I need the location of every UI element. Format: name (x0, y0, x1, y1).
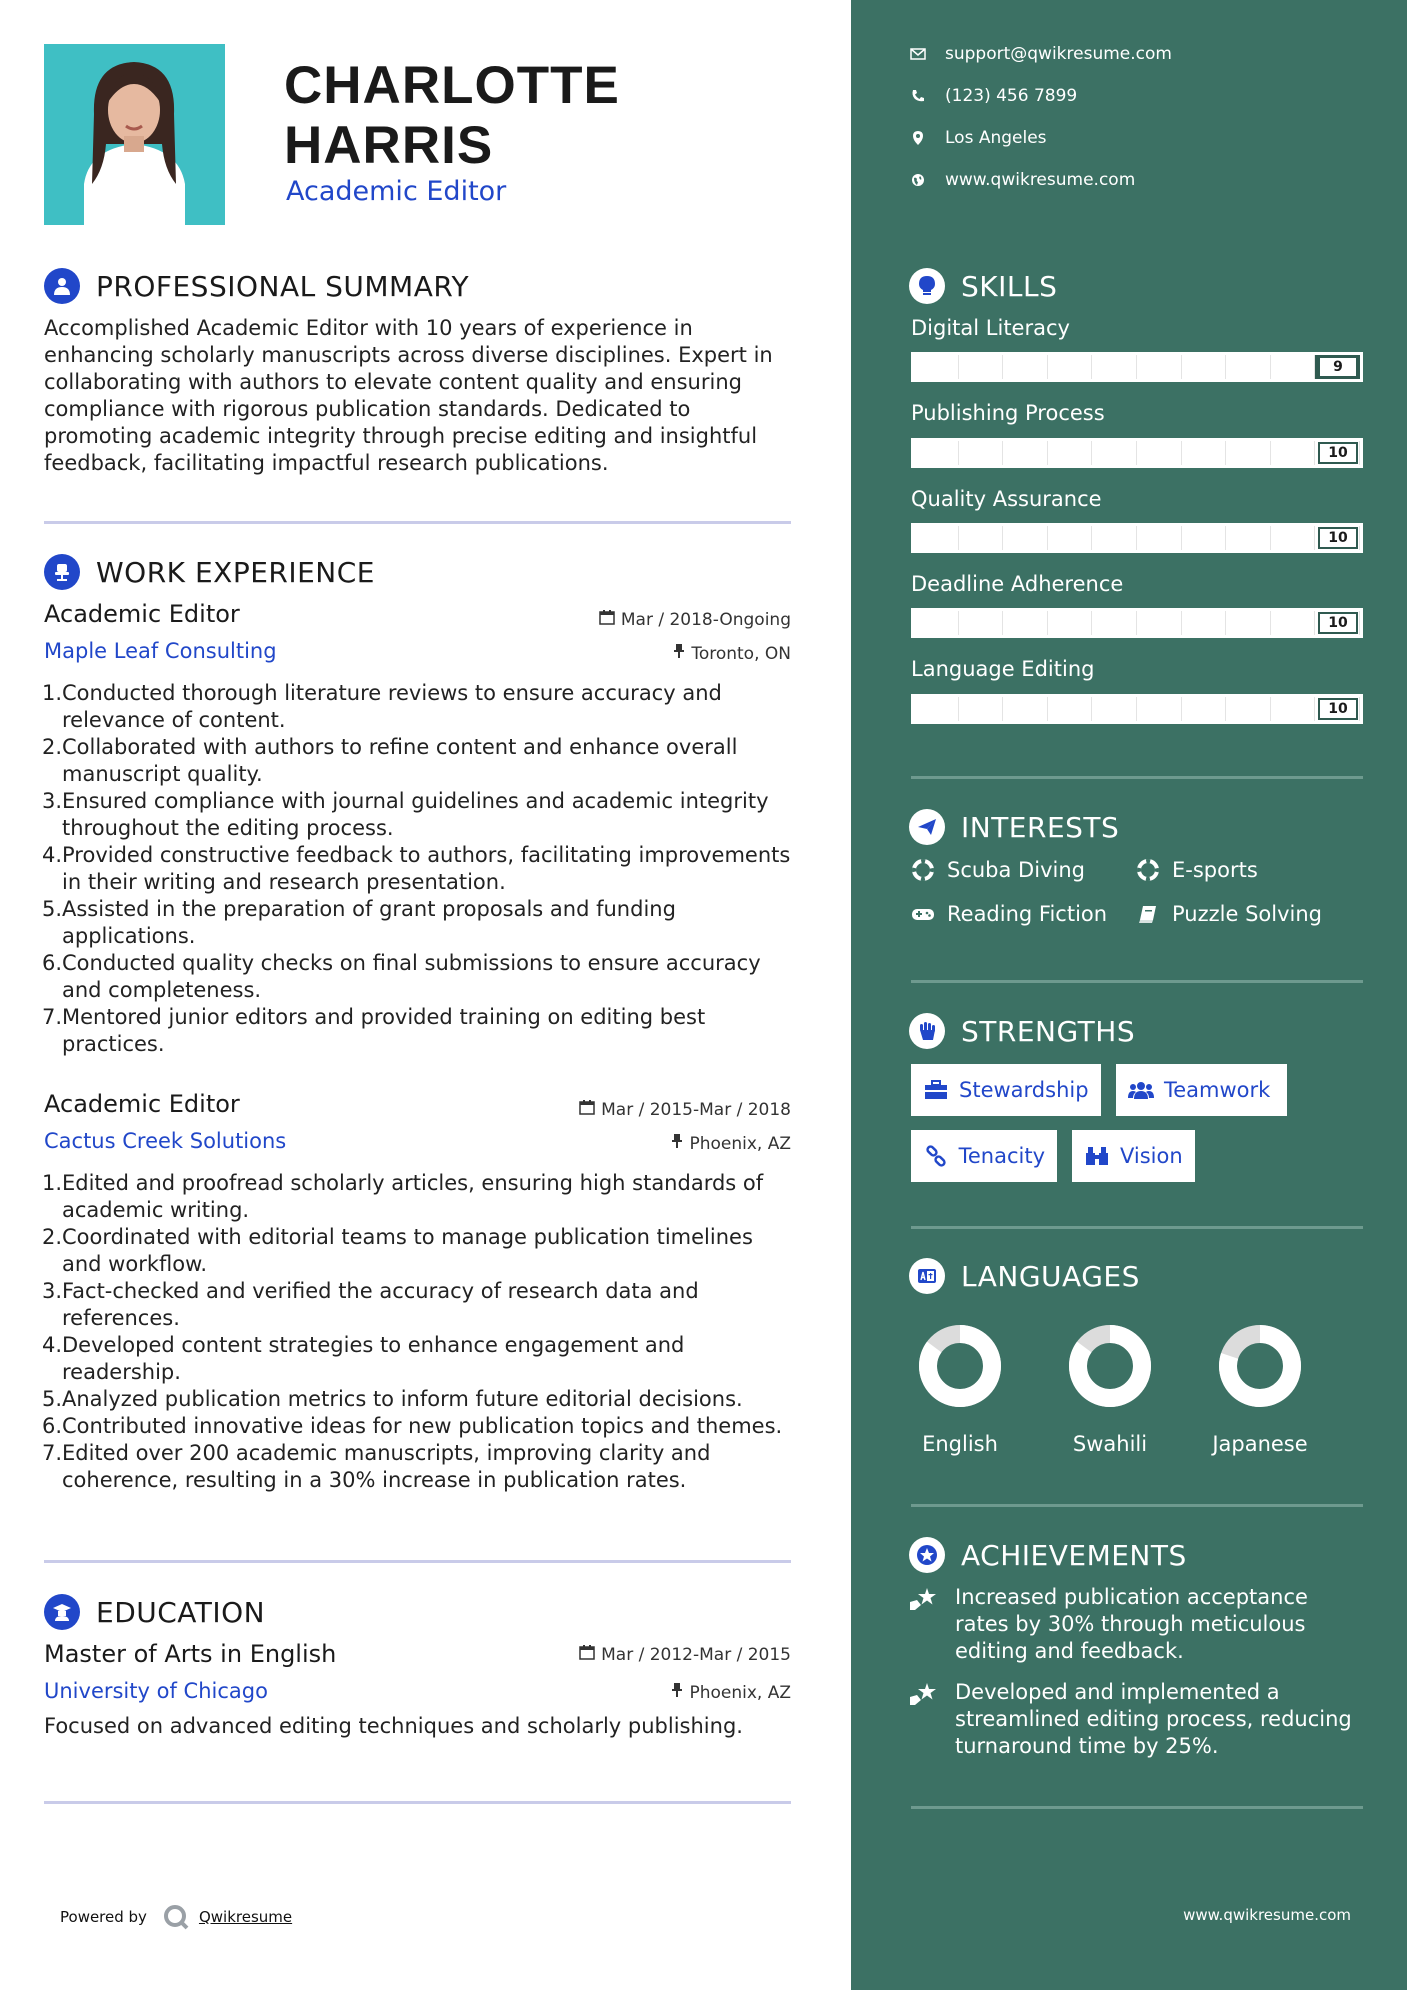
interests-heading (909, 809, 1119, 845)
skill-segment (1048, 526, 1093, 550)
life-ring-icon (1136, 858, 1160, 882)
pin-icon (671, 1133, 683, 1154)
education-heading (44, 1594, 265, 1630)
skill-segment (1271, 441, 1316, 465)
skill-segment (914, 441, 959, 465)
interest-label: E-sports (1172, 858, 1258, 882)
education-location-text: Phoenix, AZ (689, 1682, 791, 1703)
skill-4-name: Deadline Adherence (911, 572, 1124, 596)
lightbulb-icon (909, 268, 945, 304)
achievement-1 (909, 1584, 1369, 1665)
experience-heading (44, 554, 375, 590)
skill-segment (914, 355, 959, 379)
name-line-2: HARRIS (284, 116, 494, 175)
strength-teamwork (1116, 1064, 1287, 1116)
education-description: Focused on advanced editing techniques and scholarly publishing. (44, 1714, 743, 1738)
name-line-1: CHARLOTTE (284, 56, 620, 115)
link-icon (923, 1145, 949, 1167)
briefcase-icon (923, 1079, 949, 1101)
email-text: support@qwikresume.com (945, 44, 1172, 64)
section-divider (911, 1806, 1363, 1809)
language-name: Japanese (1212, 1432, 1308, 1456)
skill-segment (1092, 611, 1137, 635)
skill-segment (1271, 526, 1316, 550)
summary-text: Accomplished Academic Editor with 10 years of experience in enhancing scholarly manuscripts across diverse disciplines. Expert in collaborating with authors to elevate content quality and ensuring compliance with rigorous publication standards. Dedicated to promoting academic integrity through precise editing and insightful feedback, facilitating impactful research publications. (44, 316, 773, 475)
list-item: 5. Assisted in the preparation of grant proposals and funding applications. (42, 897, 676, 948)
section-divider (911, 1504, 1363, 1507)
calendar-icon (599, 609, 615, 630)
education-title: EDUCATION (96, 1595, 266, 1629)
language-swahili-donut (1066, 1322, 1154, 1410)
qwikresume-link[interactable]: Qwikresume (198, 1908, 293, 1926)
skill-segment (1137, 697, 1182, 721)
skills-title: SKILLS (961, 269, 1058, 303)
strength-vision (1072, 1130, 1195, 1182)
language-swahili (1045, 1322, 1175, 1456)
website-text: www.qwikresume.com (945, 170, 1136, 190)
job-2-responsibilities (44, 1170, 804, 1494)
strength-tenacity (911, 1130, 1057, 1182)
graduate-icon (44, 1594, 80, 1630)
languages-heading (909, 1258, 1140, 1294)
achievement-text: Increased publication acceptance rates by 30% through meticulous editing and feedback. (955, 1585, 1308, 1663)
skill-segment (1092, 355, 1137, 379)
skill-segment (1182, 526, 1227, 550)
skill-segment (1182, 355, 1227, 379)
skill-segment (1271, 355, 1316, 379)
skill-3-name: Quality Assurance (911, 487, 1102, 511)
list-item: 6. Contributed innovative ideas for new publication topics and themes. (42, 1414, 783, 1438)
skill-5-name: Language Editing (911, 657, 1095, 681)
list-item: 2. Coordinated with editorial teams to manage publication timelines and workflow. (42, 1225, 753, 1276)
skill-segment (1137, 526, 1182, 550)
star-badge-icon (909, 1537, 945, 1573)
section-divider (911, 776, 1363, 779)
footer-website-link[interactable]: www.qwikresume.com (1183, 1906, 1351, 1924)
powered-by-label: Powered by (60, 1908, 147, 1926)
school-name: University of Chicago (44, 1679, 268, 1703)
list-item: 5. Analyzed publication metrics to inform future editorial decisions. (42, 1387, 743, 1411)
languages-title: LANGUAGES (961, 1259, 1140, 1293)
list-item: 4. Developed content strategies to enhance engagement and readership. (42, 1333, 685, 1384)
language-english (895, 1322, 1025, 1456)
powered-by (60, 1904, 292, 1930)
section-divider (911, 1226, 1363, 1229)
candidate-name (284, 56, 620, 176)
skill-segment (1271, 697, 1316, 721)
skill-segment (959, 526, 1004, 550)
skill-4-score: 10 (1318, 612, 1358, 634)
degree-title: Master of Arts in English (44, 1640, 337, 1668)
interest-reading-fiction (911, 902, 1107, 926)
skill-segment (1137, 355, 1182, 379)
summary-heading (44, 268, 469, 304)
skill-segment (914, 526, 959, 550)
job-1-company: Maple Leaf Consulting (44, 639, 277, 663)
skill-5-score: 10 (1318, 698, 1358, 720)
pin-icon (673, 643, 685, 664)
skill-1-score: 9 (1318, 356, 1358, 378)
contact-location (909, 128, 1047, 148)
list-item: 7. Edited over 200 academic manuscripts, improving clarity and coherence, resulting in a 30% increase in publication rates. (42, 1441, 711, 1492)
skill-3-score: 10 (1318, 527, 1358, 549)
achievement-2 (909, 1679, 1369, 1760)
skill-segment (1226, 697, 1271, 721)
skills-heading (909, 268, 1057, 304)
skill-segment (1226, 441, 1271, 465)
strengths-title: STRENGTHS (961, 1014, 1136, 1048)
strengths-heading (909, 1013, 1135, 1049)
candidate-title: Academic Editor (286, 176, 507, 207)
job-1-dates (599, 609, 791, 630)
skill-2-score: 10 (1318, 442, 1358, 464)
map-marker-icon (909, 130, 927, 146)
calendar-icon (579, 1099, 595, 1120)
language-japanese-donut (1216, 1322, 1304, 1410)
skill-segment (1048, 355, 1093, 379)
job-1-title: Academic Editor (44, 600, 240, 628)
job-2-dates-text: Mar / 2015-Mar / 2018 (601, 1099, 791, 1120)
translate-icon (909, 1258, 945, 1294)
calendar-icon (579, 1644, 595, 1665)
star-hand-icon (909, 1679, 939, 1760)
skill-segment (1182, 611, 1227, 635)
skill-2-bar (911, 438, 1363, 468)
sidebar (851, 0, 1407, 1990)
gamepad-icon (911, 902, 935, 926)
section-divider (44, 1560, 791, 1563)
achievement-text: Developed and implemented a streamlined editing process, reducing turnaround time by 25%. (955, 1680, 1352, 1758)
summary-title: PROFESSIONAL SUMMARY (96, 269, 470, 303)
strength-stewardship (911, 1064, 1101, 1116)
user-icon (44, 268, 80, 304)
education-location (671, 1682, 791, 1703)
life-ring-icon (911, 858, 935, 882)
skill-segment (1226, 611, 1271, 635)
job-1-location-text: Toronto, ON (691, 643, 791, 664)
education-dates-text: Mar / 2012-Mar / 2015 (601, 1644, 791, 1665)
job-2-company: Cactus Creek Solutions (44, 1129, 287, 1153)
skill-segment (959, 441, 1004, 465)
skill-segment (1048, 697, 1093, 721)
skill-segment (1137, 441, 1182, 465)
language-english-donut (916, 1322, 1004, 1410)
skill-4-bar (911, 608, 1363, 638)
list-item: 1. Conducted thorough literature reviews to ensure accuracy and relevance of content. (42, 681, 722, 732)
skill-segment (959, 611, 1004, 635)
language-japanese (1195, 1322, 1325, 1456)
list-item: 6. Conducted quality checks on final submissions to ensure accuracy and completeness. (42, 951, 761, 1002)
list-item: 3. Fact-checked and verified the accuracy of research data and references. (42, 1279, 699, 1330)
job-2-location-text: Phoenix, AZ (689, 1133, 791, 1154)
skill-segment (1226, 355, 1271, 379)
contact-phone[interactable] (909, 86, 1077, 106)
job-2-title: Academic Editor (44, 1090, 240, 1118)
strength-label: Teamwork (1164, 1078, 1271, 1102)
pin-icon (671, 1682, 683, 1703)
section-divider (44, 521, 791, 524)
skill-segment (1003, 697, 1048, 721)
skill-segment (1003, 611, 1048, 635)
interest-puzzle-solving (1136, 902, 1322, 926)
job-2-dates (579, 1099, 791, 1120)
language-name: Swahili (1072, 1432, 1148, 1456)
raised-fist-icon (909, 1013, 945, 1049)
skill-segment (1003, 526, 1048, 550)
book-icon (1136, 902, 1160, 926)
skill-segment (1182, 441, 1227, 465)
education-dates (579, 1644, 791, 1665)
interest-label: Puzzle Solving (1172, 902, 1322, 926)
skill-segment (1092, 697, 1137, 721)
section-divider (911, 980, 1363, 983)
skill-segment (1092, 441, 1137, 465)
list-item: 4. Provided constructive feedback to authors, facilitating improvements in their writing and research presentation. (42, 843, 791, 894)
skill-5-bar (911, 694, 1363, 724)
skill-1-name: Digital Literacy (911, 316, 1070, 340)
strength-label: Vision (1120, 1144, 1183, 1168)
skill-segment (1048, 441, 1093, 465)
skill-segment (1271, 611, 1316, 635)
profile-photo (44, 44, 225, 225)
skill-segment (1226, 526, 1271, 550)
qwikresume-logo-icon (163, 1904, 189, 1930)
strength-label: Tenacity (958, 1144, 1045, 1168)
skill-segment (1137, 611, 1182, 635)
skill-segment (914, 697, 959, 721)
office-chair-icon (44, 554, 80, 590)
star-hand-icon (909, 1584, 939, 1665)
interest-label: Reading Fiction (947, 902, 1108, 926)
interest-label: Scuba Diving (947, 858, 1085, 882)
skill-segment (959, 355, 1004, 379)
skill-3-bar (911, 523, 1363, 553)
skill-1-bar (911, 352, 1363, 382)
contact-email[interactable] (909, 44, 1172, 64)
skill-2-name: Publishing Process (911, 401, 1105, 425)
skill-segment (1003, 441, 1048, 465)
job-2-location (671, 1133, 791, 1154)
skill-segment (1182, 697, 1227, 721)
language-name: English (922, 1432, 998, 1456)
list-item: 2. Collaborated with authors to refine content and enhance overall manuscript quality. (42, 735, 738, 786)
strength-label: Stewardship (959, 1078, 1089, 1102)
location-text: Los Angeles (945, 128, 1047, 148)
users-icon (1128, 1079, 1154, 1101)
job-1-location (673, 643, 791, 664)
list-item: 1. Edited and proofread scholarly articles, ensuring high standards of academic writing. (42, 1171, 764, 1222)
list-item: 3. Ensured compliance with journal guidelines and academic integrity throughout the editing process. (42, 789, 769, 840)
experience-title: WORK EXPERIENCE (96, 555, 375, 589)
job-1-responsibilities (44, 680, 804, 1058)
skill-segment (959, 697, 1004, 721)
skill-segment (914, 611, 959, 635)
interests-title: INTERESTS (961, 810, 1120, 844)
interest-e-sports (1136, 858, 1258, 882)
section-divider (44, 1801, 791, 1804)
phone-text: (123) 456 7899 (945, 86, 1078, 106)
globe-icon (909, 173, 927, 187)
achievements-heading (909, 1537, 1187, 1573)
binoculars-icon (1084, 1145, 1110, 1167)
phone-icon (909, 89, 927, 103)
envelope-icon (909, 48, 927, 60)
skill-segment (1048, 611, 1093, 635)
paper-plane-icon (909, 809, 945, 845)
skill-segment (1092, 526, 1137, 550)
job-1-dates-text: Mar / 2018-Ongoing (620, 609, 791, 630)
contact-website[interactable] (909, 170, 1135, 190)
list-item: 7. Mentored junior editors and provided training on editing best practices. (42, 1005, 706, 1056)
interest-scuba-diving (911, 858, 1085, 882)
skill-segment (1003, 355, 1048, 379)
achievements-title: ACHIEVEMENTS (961, 1538, 1187, 1572)
